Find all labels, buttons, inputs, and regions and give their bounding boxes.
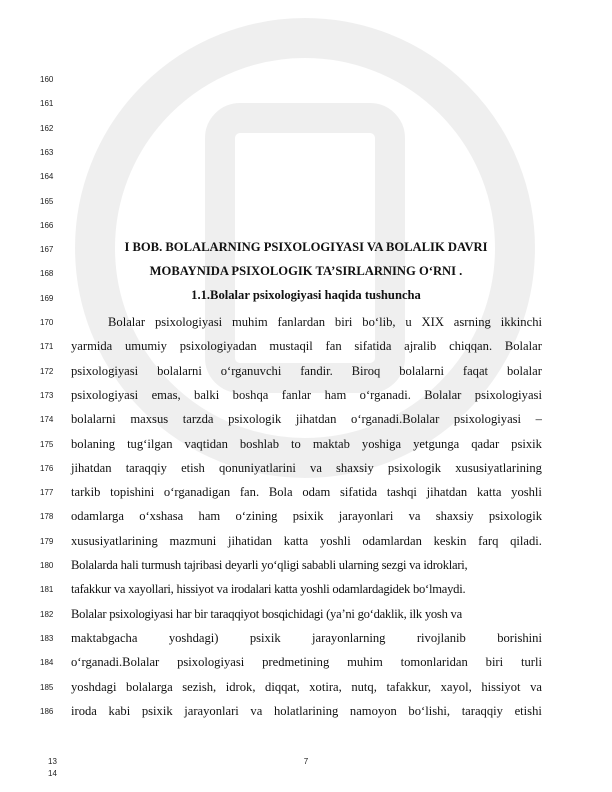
word: farq <box>478 533 499 548</box>
word: maktab <box>312 436 350 451</box>
word: boshlab <box>239 436 280 451</box>
footnote-marker-14: 14 <box>48 769 57 778</box>
word: va <box>310 460 322 475</box>
word: Bolalar <box>108 315 146 329</box>
word: o‘rganadi.Bolalar <box>351 412 440 427</box>
word: yoshiga <box>361 436 402 451</box>
word: va <box>530 679 542 694</box>
word: psixik <box>249 630 281 645</box>
word: fandir. <box>300 363 333 378</box>
word: psixologiyasi <box>177 655 245 670</box>
word: muhim <box>231 315 268 329</box>
paragraph-line <box>71 364 542 378</box>
word: yetgunga <box>413 436 460 451</box>
footnote-marker-13: 13 <box>48 757 57 766</box>
word: taraqqiy <box>125 460 167 475</box>
word: bo‘lishi, <box>408 703 451 718</box>
chapter-title-line1: I BOB. BOLALARNING PSIXOLOGIYASI VA BOLALIK DAVRI <box>124 240 488 254</box>
word: psixologiyasi <box>71 387 139 402</box>
paragraph-line <box>71 412 542 426</box>
word: emas, <box>151 387 181 402</box>
word: diqqat, <box>265 679 300 694</box>
word: jarayonlari <box>338 509 394 524</box>
word: sifatida <box>340 485 378 500</box>
paragraph-line <box>71 534 542 548</box>
word: taraqqiy <box>461 703 503 718</box>
word: ikkinchi <box>500 315 542 329</box>
word: jihatdan <box>295 412 337 427</box>
line-number: 160 <box>40 75 54 84</box>
paragraph-line: Bolalarda hali turmush tajribasi deyarli yo‘qligi sababli ularning sezgi va idroklari, <box>71 558 468 572</box>
word: psixologiyadan <box>179 339 257 354</box>
word: fanlar <box>281 387 312 402</box>
word: yoshli <box>319 533 351 548</box>
chapter-title-line2: MOBAYNIDA PSIXOLOGIK TA’SIRLARNING O‘RNI . <box>149 264 463 278</box>
line-number: 181 <box>40 585 54 595</box>
line-number: 169 <box>40 293 54 303</box>
line-number: 165 <box>40 196 54 206</box>
word: psixologik <box>387 460 442 475</box>
line-number: 182 <box>40 609 54 619</box>
line-number: 166 <box>40 220 54 230</box>
word: sifatida <box>354 339 392 354</box>
line-number: 162 <box>40 123 54 133</box>
line-number: 175 <box>40 439 54 449</box>
word: odamlardan <box>362 533 422 548</box>
word: jarayonlarning <box>312 630 386 645</box>
word: etishi <box>514 703 542 718</box>
paragraph-line: tafakkur va xayollari, hissiyot va irodalari katta yoshli odamlardagidek bo‘lmaydi. <box>71 582 466 597</box>
word: biri <box>485 655 504 670</box>
word: jihatidan <box>228 533 273 548</box>
line-number: 171 <box>40 342 54 352</box>
word: ajralib <box>404 339 437 354</box>
word: balki <box>194 387 220 402</box>
word: katta <box>283 533 309 548</box>
word: Bola <box>268 485 293 500</box>
line-number: 163 <box>40 147 54 157</box>
word: psixik <box>292 509 324 524</box>
paragraph-line <box>71 655 542 669</box>
paragraph-line <box>71 631 542 645</box>
paragraph-line <box>108 315 542 329</box>
word: Bolalar <box>424 387 462 402</box>
word: fanlardan <box>277 315 326 329</box>
word: xotira, <box>309 679 342 694</box>
paragraph-line <box>71 388 542 402</box>
word: shaxsiy <box>336 460 374 475</box>
word: topishini <box>110 485 155 500</box>
word: va <box>408 509 421 524</box>
paragraph-line <box>71 704 542 718</box>
paragraph-line <box>71 437 542 451</box>
word: yoshdagi <box>71 679 117 694</box>
word: hissiyot <box>481 679 521 694</box>
word: tug‘ilgan <box>127 436 173 451</box>
word: maktabgacha <box>71 630 138 645</box>
paragraph-line <box>71 680 542 694</box>
word: faqat <box>462 363 489 378</box>
word: predmetining <box>262 655 330 670</box>
word: Bolalar <box>504 339 542 354</box>
line-number: 184 <box>40 658 54 668</box>
word: tashqi <box>386 485 417 500</box>
line-number: 178 <box>40 512 54 522</box>
word: o‘rganuvchi <box>220 363 282 378</box>
word: psixologiyasi <box>453 412 522 427</box>
word: umumiy <box>125 339 167 354</box>
word: tarzda <box>182 412 214 427</box>
line-number: 176 <box>40 463 54 473</box>
word: ham <box>324 387 347 402</box>
word: idrok, <box>225 679 256 694</box>
word: bolalar <box>506 363 542 378</box>
line-number: 179 <box>40 536 54 546</box>
word: XIX <box>421 315 444 329</box>
word: psixologik <box>228 412 282 427</box>
word: o‘rganadi. <box>359 387 411 402</box>
word: maxsus <box>130 412 169 427</box>
word: asrning <box>453 315 491 329</box>
page-number: 7 <box>303 757 309 766</box>
section-title: 1.1.Bolalar psixologiyasi haqida tushuncha <box>191 288 421 302</box>
word: vaqtidan <box>184 436 228 451</box>
word: bolalarga <box>126 679 173 694</box>
line-number: 186 <box>40 706 54 716</box>
word: nutq, <box>351 679 377 694</box>
word: bo‘lib, <box>362 315 396 329</box>
word: xayol, <box>440 679 472 694</box>
word: keskin <box>433 533 467 548</box>
line-number: 167 <box>40 245 54 255</box>
line-number: 172 <box>40 366 54 376</box>
word: va <box>250 703 263 718</box>
word: kabi <box>108 703 131 718</box>
word: qadar <box>471 436 500 451</box>
word: etish <box>181 460 205 475</box>
word: bolalarni <box>399 363 444 378</box>
paragraph-line: Bolalar psixologiyasi har bir taraqqiyot bosqichidagi (ya’ni go‘daklik, ilk yosh va <box>71 606 462 621</box>
word: o‘zining <box>235 509 278 524</box>
line-number: 185 <box>40 682 54 692</box>
word: katta <box>476 485 502 500</box>
word: tomonlaridan <box>400 655 468 670</box>
word: jihatdan <box>71 460 112 475</box>
word: iroda <box>71 703 97 718</box>
line-number: 161 <box>40 99 54 109</box>
word: o‘rganadi.Bolalar <box>71 655 160 670</box>
word: turli <box>520 655 542 670</box>
word: psixologiyasi <box>474 387 542 402</box>
line-number: 180 <box>40 561 54 570</box>
word: bolaning <box>71 436 116 451</box>
word: mazmuni <box>169 533 217 548</box>
word: bolalarni <box>157 363 202 378</box>
line-number: 168 <box>40 269 54 279</box>
word: xususiyatlarining <box>455 460 542 475</box>
word: odam <box>302 485 331 500</box>
word: mustaqil <box>269 339 313 354</box>
word: jihatdan <box>426 485 468 500</box>
word: xususiyatlarining <box>71 533 158 548</box>
word: psixologiyasi <box>154 315 223 329</box>
word: – <box>535 412 542 427</box>
word: yoshli <box>511 485 542 500</box>
line-number: 170 <box>40 318 54 327</box>
word: fan. <box>239 485 260 500</box>
word: psixologiyasi <box>71 363 139 378</box>
line-number: 173 <box>40 390 54 400</box>
paragraph-line <box>71 509 542 523</box>
word: muhim <box>347 655 383 670</box>
word: rivojlanib <box>416 630 466 645</box>
line-number: 174 <box>40 415 54 425</box>
word: qiladi. <box>510 533 542 548</box>
word: o‘rganadigan <box>163 485 231 500</box>
word: tafakkur, <box>386 679 432 694</box>
word: bolalarni <box>71 412 116 427</box>
word: boshqa <box>232 387 269 402</box>
paragraph-line <box>71 339 542 353</box>
word: odamlarga <box>71 509 124 524</box>
word: holatlarining <box>273 703 339 718</box>
word: qonuniyatlarini <box>218 460 296 475</box>
word: Biroq <box>351 363 381 378</box>
word: o‘xshasa <box>139 509 184 524</box>
line-number: 164 <box>40 172 54 182</box>
paragraph-line <box>71 461 542 475</box>
word: jarayonlari <box>184 703 239 718</box>
line-number: 177 <box>40 488 54 498</box>
word: psixik <box>511 436 542 451</box>
word: borishini <box>497 630 542 645</box>
word: ham <box>198 509 221 524</box>
word: tarkib <box>71 485 101 500</box>
word: sezish, <box>182 679 217 694</box>
word: to <box>291 436 301 451</box>
line-number: 183 <box>40 633 54 643</box>
word: biri <box>334 315 353 329</box>
word: fan <box>325 339 342 354</box>
word: chiqqan. <box>449 339 493 354</box>
word: namoyon <box>349 703 397 718</box>
word: yarmida <box>71 339 113 354</box>
word: u <box>405 315 412 329</box>
paragraph-line <box>71 485 542 499</box>
word: yoshdagi) <box>168 630 219 645</box>
word: shaxsiy <box>435 509 474 524</box>
word: psixik <box>141 703 173 718</box>
word: psixologik <box>488 509 542 524</box>
